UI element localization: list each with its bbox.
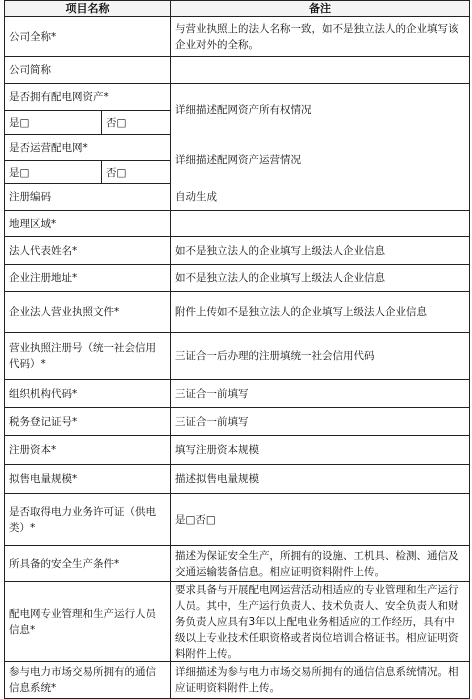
field-safety-production-conditions: 所具备的安全生产条件* [9, 557, 120, 570]
table-row [5, 184, 469, 211]
note-planned-sales-volume: 描述拟售电量规模 [170, 465, 469, 493]
table-row [5, 436, 469, 465]
note-business-license-file: 附件上传如不是独立法人的企业填写上级法人企业信息 [170, 292, 469, 332]
field-business-license-number: 营业执照注册号（统一社会信用代码）* [9, 342, 156, 370]
table-row [5, 57, 469, 84]
field-planned-sales-volume: 拟售电量规模* [9, 473, 78, 485]
note-business-license-number: 三证合一后办理的注册填统一社会信用代码 [170, 333, 469, 379]
field-power-business-license: 是否取得电力业务许可证（供电类）* [9, 505, 156, 534]
field-registered-address: 企业注册地址* [9, 272, 78, 284]
table-row [5, 546, 469, 582]
table-row [5, 662, 469, 698]
note-tax-registration-number: 三证合一前填写 [170, 408, 469, 435]
field-registration-code: 注册编码 [9, 191, 51, 203]
note-company-full-name: 与营业执照上的法人名称一致，如不是独立法人的企业填写该企业对外的全称。 [170, 17, 469, 56]
table-row [5, 465, 469, 494]
option-operates-yes[interactable]: 是□ [9, 166, 30, 179]
table-row [5, 17, 469, 57]
field-company-full-name: 公司全称* [9, 30, 57, 43]
field-company-short-name: 公司简称 [9, 64, 51, 76]
table-row [5, 292, 469, 333]
note-management-personnel-info: 要求具备与开展配电网运营活动相适应的专业管理和生产运行人员。其中，生产运行负责人、技术负责人、安全负责人和财务负责人应具有3年以上配电业务相适应的工作经历，具有中级以上专业技术任职资格或者岗位培训合格证书。相应证明资料附件上传。 [170, 582, 469, 661]
field-tax-registration-number: 税务登记证号* [9, 415, 78, 428]
field-geographic-region: 地理区域* [9, 217, 57, 230]
note-legal-representative: 如不是独立法人的企业填写上级法人企业信息 [170, 237, 469, 264]
note-distribution-operation: 详细描述配网资产运营情况 [170, 135, 469, 184]
note-organization-code: 三证合一前填写 [170, 380, 469, 407]
table-row [5, 211, 469, 237]
option-operates-no[interactable]: 否□ [101, 161, 170, 183]
option-assets-no[interactable]: 否□ [101, 111, 170, 134]
table-row [5, 380, 469, 408]
header-item-name: 项目名称 [5, 1, 170, 16]
note-distribution-assets: 详细描述配网资产所有权情况 [170, 84, 469, 135]
table-row [5, 408, 469, 436]
note-registration-code: 自动生成 [170, 184, 469, 210]
field-operates-distribution-network: 是否运营配电网* [9, 141, 88, 154]
table-row [5, 494, 469, 546]
registration-form-table [4, 0, 470, 699]
table-header [5, 1, 469, 17]
note-safety-production-conditions: 描述为保证安全生产，所拥有的设施、工机具、检测、通信及交通运输装备信息。相应证明资料附件上传。 [170, 546, 469, 581]
field-registered-capital: 注册资本* [9, 444, 57, 456]
field-organization-code: 组织机构代码* [9, 387, 78, 400]
table-row [5, 333, 469, 380]
table-row [5, 265, 469, 292]
option-assets-yes[interactable]: 是□ [9, 117, 30, 129]
header-remark: 备注 [170, 1, 469, 16]
field-has-distribution-assets: 是否拥有配电网资产* [9, 91, 109, 103]
field-management-personnel-info: 配电网专业管理和生产运行人员信息* [9, 607, 156, 636]
note-registered-capital: 填写注册资本规模 [170, 436, 469, 464]
note-power-business-license: 是□否□ [170, 494, 469, 545]
field-legal-representative: 法人代表姓名* [9, 244, 78, 257]
table-row [5, 237, 469, 265]
note-communication-system: 详细描述为参与电力市场交易所拥有的通信信息系统情况。相应证明资料附件上传。 [170, 662, 469, 698]
field-business-license-file: 企业法人营业执照文件* [9, 306, 120, 318]
field-communication-system: 参与电力市场交易所拥有的通信信息系统* [9, 666, 156, 694]
table-row [5, 582, 469, 662]
note-geographic-region [170, 211, 469, 236]
note-registered-address: 如不是独立法人的企业填写上级法人企业信息 [170, 265, 469, 291]
note-company-short-name [170, 57, 469, 83]
